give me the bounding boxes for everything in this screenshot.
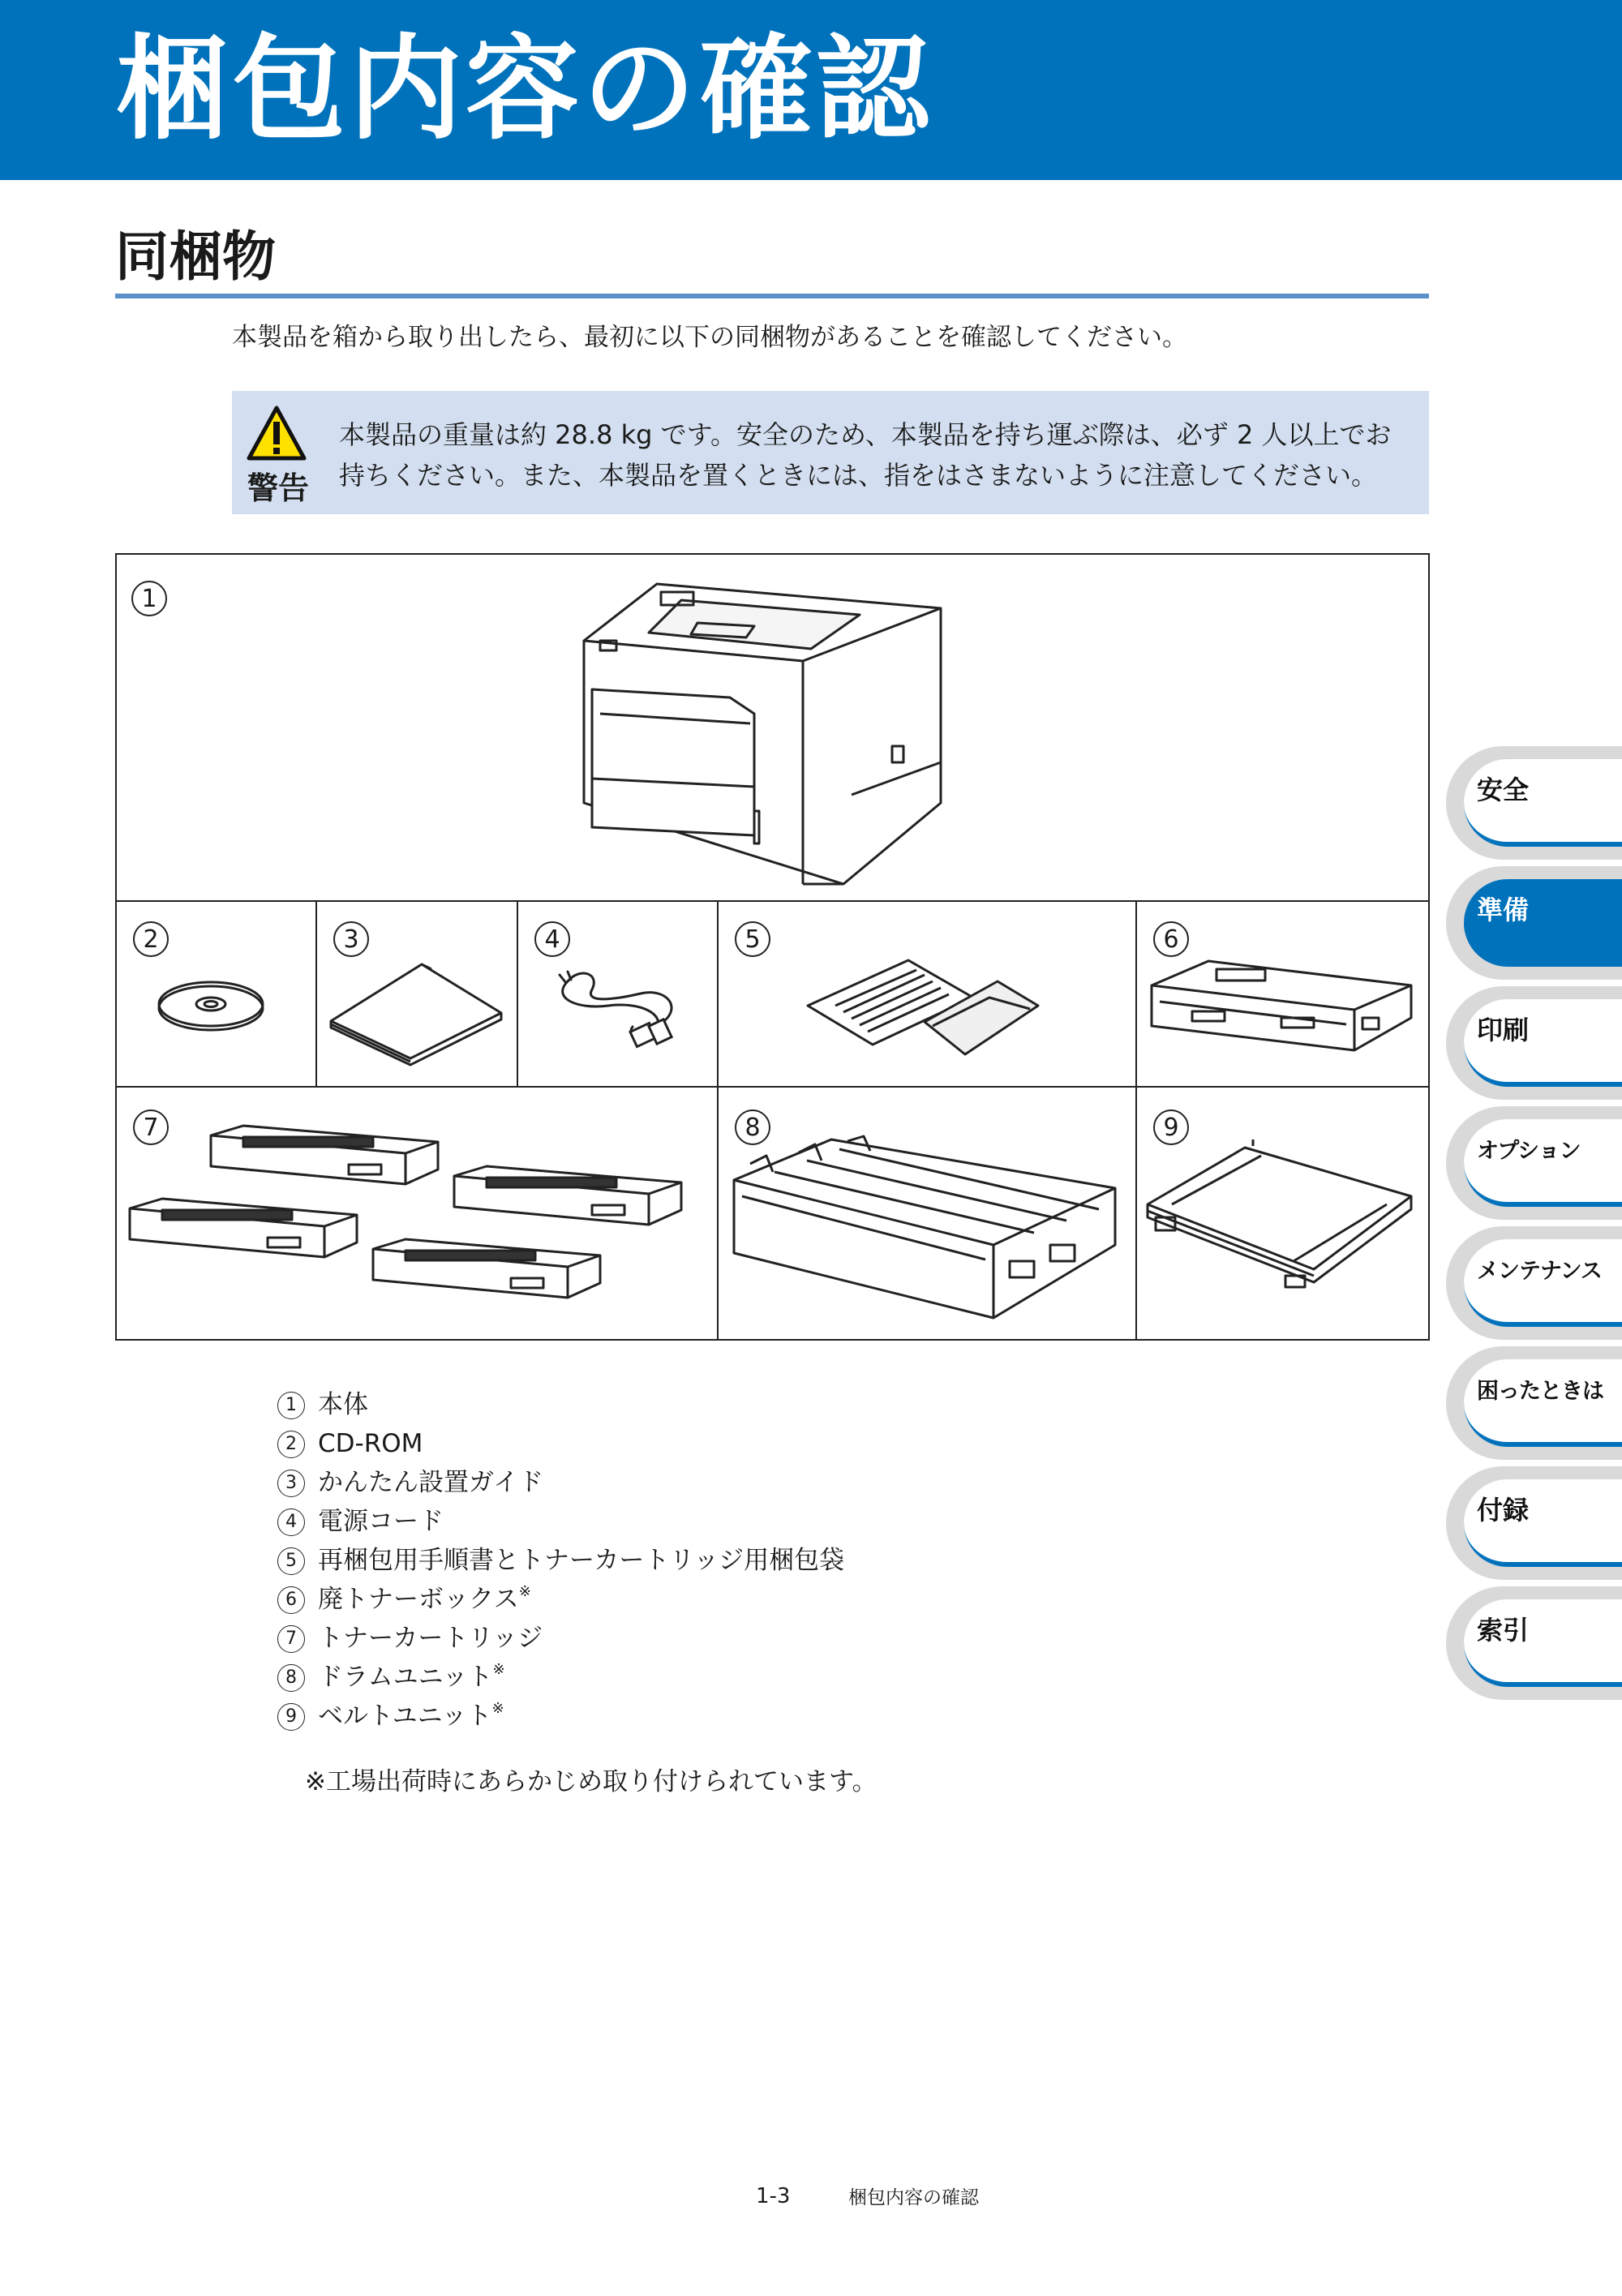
grid-rule (517, 900, 518, 1088)
item-label: CD-ROM (318, 1429, 423, 1458)
list-item (277, 1418, 844, 1457)
waste-toner-box-illustration (1144, 953, 1419, 1066)
cell-number: 1 (131, 581, 167, 616)
item-note: ※ (491, 1700, 504, 1717)
cell-number: 6 (1153, 921, 1189, 957)
section-rule (115, 294, 1429, 298)
tab-index[interactable] (1446, 1586, 1622, 1700)
cell-number: 2 (133, 921, 169, 957)
tab-label: 索引 (1477, 1615, 1530, 1646)
cell-number: 3 (333, 921, 369, 957)
item-number: 7 (277, 1625, 305, 1653)
grid-rule (115, 1086, 1430, 1088)
item-number: 4 (277, 1508, 305, 1536)
item-number: 2 (277, 1431, 305, 1458)
contents-list (277, 1379, 844, 1729)
item-number: 1 (277, 1392, 305, 1419)
tab-label: 困ったときは (1477, 1379, 1603, 1404)
tab-label: 印刷 (1477, 1015, 1530, 1045)
tab-appendix[interactable] (1446, 1466, 1622, 1580)
grid-rule (1135, 900, 1137, 1341)
item-label: 再梱包用手順書とトナーカートリッジ用梱包袋 (318, 1546, 845, 1575)
item-label: 本体 (318, 1390, 368, 1419)
grid-rule (717, 900, 719, 1341)
item-number: 5 (277, 1547, 305, 1575)
tab-label: メンテナンス (1477, 1259, 1602, 1284)
warning-line-1: 本製品の重量は約 28.8 kg です。安全のため、本製品を持ち運ぶ際は、必ず 2 人以上でお (339, 419, 1392, 450)
tab-options[interactable] (1446, 1106, 1622, 1220)
warning-text (339, 414, 1430, 496)
tab-label: 安全 (1477, 775, 1530, 805)
list-item (277, 1496, 844, 1534)
list-item (277, 1651, 844, 1690)
printer-illustration (568, 568, 957, 892)
tab-label: 準備 (1477, 895, 1530, 925)
item-note: ※ (518, 1583, 531, 1600)
cell-number: 4 (534, 921, 570, 957)
tab-setup[interactable] (1446, 866, 1622, 980)
section-title: 同梱物 (115, 225, 276, 288)
tab-printing[interactable] (1446, 986, 1622, 1100)
cell-number: 9 (1153, 1109, 1189, 1145)
list-item (277, 1573, 844, 1612)
item-label: トナーカートリッジ (318, 1624, 543, 1653)
tab-troubleshooting[interactable] (1446, 1346, 1622, 1460)
list-item (277, 1690, 844, 1729)
item-number: 3 (277, 1470, 305, 1497)
tab-maintenance[interactable] (1446, 1226, 1622, 1340)
cell-number: 5 (735, 921, 770, 957)
repacking-sheet-illustration (803, 949, 1046, 1071)
tab-label: 付録 (1477, 1495, 1530, 1526)
warning-label: 警告 (247, 470, 309, 506)
list-item (277, 1457, 844, 1496)
item-number: 9 (277, 1703, 305, 1731)
footer-title: 梱包内容の確認 (848, 2187, 979, 2208)
tab-safety[interactable] (1446, 746, 1622, 860)
belt-unit-illustration (1139, 1139, 1419, 1294)
item-number: 8 (277, 1664, 305, 1692)
item-label: ドラムユニット (318, 1663, 493, 1692)
grid-rule (115, 900, 1430, 902)
intro-text: 本製品を箱から取り出したら、最初に以下の同梱物があることを確認してください。 (232, 323, 1187, 352)
list-item (277, 1379, 844, 1418)
page-number: 1-3 (756, 2184, 791, 2208)
item-label: ベルトユニット (318, 1702, 492, 1731)
page-title: 梱包内容の確認 (115, 24, 933, 156)
item-note: ※ (492, 1661, 505, 1678)
power-cord-illustration (543, 957, 689, 1062)
cell-number: 7 (133, 1109, 169, 1145)
guide-booklet-illustration (324, 953, 511, 1066)
item-label: かんたん設置ガイド (318, 1468, 544, 1497)
item-label: 電源コード (318, 1507, 444, 1536)
toner-cartridges-illustration (122, 1119, 710, 1330)
drum-unit-illustration (726, 1131, 1127, 1334)
grid-rule (315, 900, 317, 1088)
item-number: 6 (277, 1586, 305, 1614)
tab-label: オプション (1477, 1139, 1581, 1164)
cd-rom-illustration (154, 977, 268, 1034)
list-item (277, 1534, 844, 1573)
list-item (277, 1612, 844, 1651)
footnote: ※工場出荷時にあらかじめ取り付けられています。 (305, 1767, 878, 1796)
item-label: 廃トナーボックス (318, 1585, 519, 1614)
warning-triangle-icon (247, 406, 307, 461)
cell-number: 8 (735, 1109, 770, 1145)
warning-line-2: 持ちください。また、本製品を置くときには、指をはさまないように注意してください。 (339, 460, 1378, 491)
